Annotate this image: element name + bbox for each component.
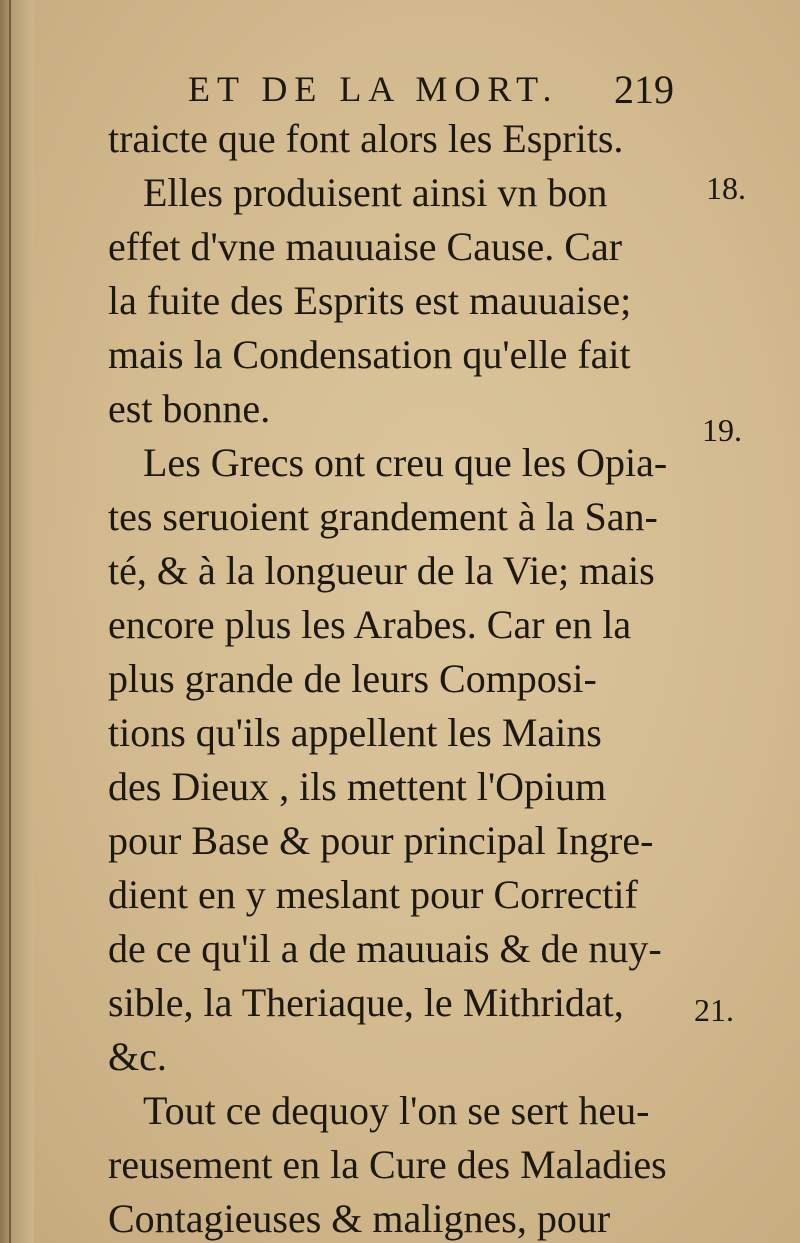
marginal-note: 21. [694,992,734,1028]
text-line: mais la Condensation qu'elle fait [108,332,631,377]
text-line: &c. [108,1034,167,1079]
text-line: pour Base & pour principal Ingre- [108,818,654,863]
text-line: effet d'vne mauuaise Cause. Car [108,224,623,269]
text-line: sible, la Theriaque, le Mithridat, [108,980,624,1025]
text-line: Elles produisent ainsi vn bon [143,170,608,215]
text-line: traicte que font alors les Esprits. [108,116,624,161]
marginal-note: 19. [702,412,742,448]
text-line: Contagieuses & malignes, pour [108,1196,611,1241]
body-text [108,112,708,1243]
text-line: dient en y meslant pour Correctif [108,872,638,917]
page-number: 219 [614,67,674,112]
page-gutter [0,0,34,1243]
marginal-note: 18. [706,170,746,206]
text-line: té, & à la longueur de la Vie; mais [108,548,655,593]
text-line: tions qu'ils appellent les Mains [108,710,602,755]
text-line: est bonne. [108,386,271,431]
text-line: reusement en la Cure des Maladies [108,1142,667,1187]
page-header [188,62,728,112]
text-line: encore plus les Arabes. Car en la [108,602,632,647]
text-line: de ce qu'il a de mauuais & de nuy- [108,926,662,971]
text-line: plus grande de leurs Composi- [108,656,597,701]
text-line: Tout ce dequoy l'on se sert heu- [143,1088,650,1133]
text-line: des Dieux , ils mettent l'Opium [108,764,607,809]
text-line: la fuite des Esprits est mauuaise; [108,278,632,323]
running-head: ET DE LA MORT. [188,69,559,109]
text-line: tes seruoient grandement à la San- [108,494,658,539]
text-line: Les Grecs ont creu que les Opia- [143,440,668,485]
binding-edge [9,0,11,1243]
